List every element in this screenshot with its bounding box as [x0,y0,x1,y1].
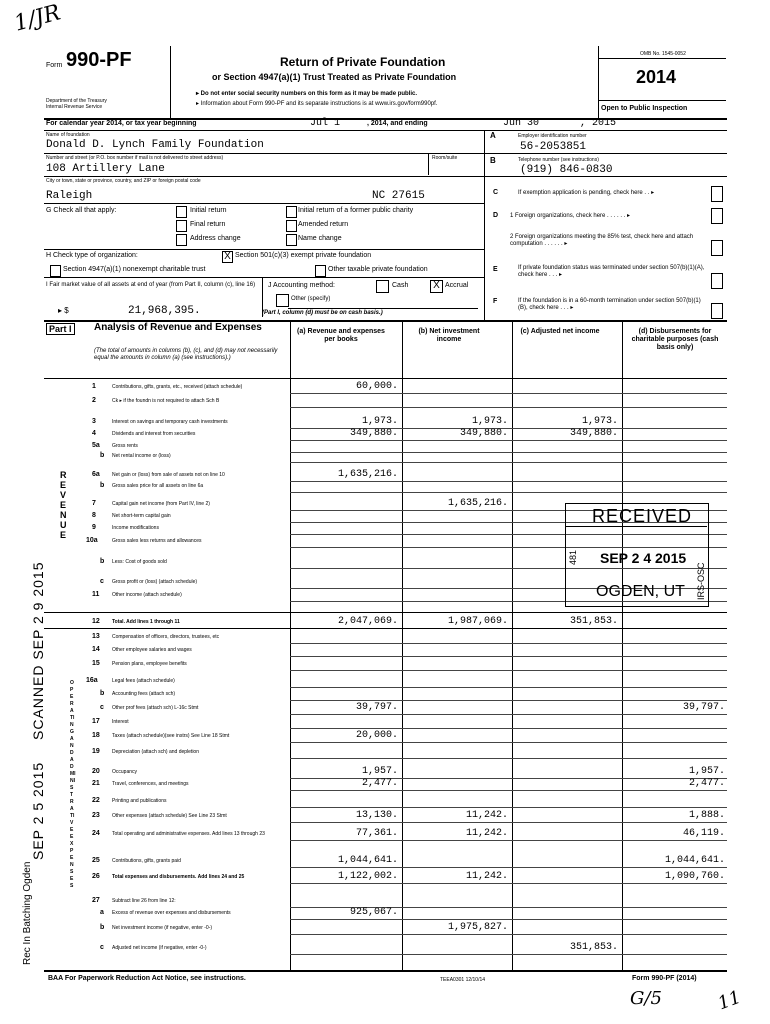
amount-col-a: 39,797. [355,702,398,713]
a-label: A [490,131,496,140]
line-label: Gross sales less returns and allowances [112,538,202,544]
line-label: Contributions, gifts, grants paid [112,858,181,864]
line-label: Net rental income or (loss) [112,453,171,459]
form-code: TEEA0301 12/10/14 [440,977,486,983]
col-d-header: (d) Disbursements for charitable purposes (cash basis only) [631,328,719,351]
amount-col-b: 1,635,216. [447,498,508,509]
i-dollar: ▸ $ [58,306,69,315]
street-label: Number and street (or P.O. box number if mail is not delivered to street address) [46,155,224,161]
phone: (919) 846-0830 [520,164,613,176]
amount-col-a: 1,957. [361,766,398,777]
received-date: SEP 2 4 2015 [600,550,687,566]
line-label: Depreciation (attach sch) and depletion [112,749,199,755]
amount-col-a: 2,047,069. [337,616,398,627]
line-number: 20 [92,768,100,775]
line-label: Net short-term capital gain [112,513,171,519]
amount-col-b: 1,975,827. [447,922,508,933]
irs-label: Internal Revenue Service [46,104,103,110]
line-number: 5a [92,442,100,449]
line-label: Less: Cost of goods sold [112,559,167,565]
initial-former-checkbox[interactable] [286,206,297,218]
line-label: Contributions, gifts, grants, etc., received (attach schedule) [112,384,243,390]
line-number: 4 [92,430,96,437]
line-number: 19 [92,748,100,755]
line-number: 6a [92,471,100,478]
d1-checkbox[interactable] [711,208,723,224]
room-label: Room/suite [432,155,458,161]
accrual-checkbox[interactable]: X [430,280,443,293]
form-subtitle: or Section 4947(a)(1) Trust Treated as Private Foundation [212,72,457,82]
line-number: c [100,944,104,951]
amount-col-a: 1,635,216. [337,469,398,480]
scanned-stamp: SCANNED SEP 2 9 2015 [30,561,46,740]
line-label: Other employee salaries and wages [112,647,192,653]
baa-notice: BAA For Paperwork Reduction Act Notice, see instructions. [48,975,246,982]
amount-col-b: 1,987,069. [447,616,508,627]
i-label: I Fair market value of all assets at end of year (from Part II, column (c), line 16) [46,282,256,288]
line-label: Gross profit or (loss) (attach schedule) [112,579,198,585]
instruction-info: ▸ Information about Form 990-PF and its separate instructions is at www.irs.gov/form990pf. [196,101,438,107]
amount-col-c: 351,853. [569,616,618,627]
form-number: 990-PF [66,49,132,71]
line-number: 7 [92,500,96,507]
line-label: Net investment income (if negative, enter -0-) [112,925,213,931]
foundation-name: Donald D. Lynch Family Foundation [46,139,264,151]
j-label: J Accounting method: [268,282,335,289]
state-zip: NC 27615 [372,190,425,202]
amount-col-b: 349,880. [459,428,508,439]
e-checkbox[interactable] [711,273,723,289]
line-label: Gross rents [112,443,138,449]
line-label: Capital gain net income (from Part IV, line 2) [112,501,210,507]
line-label: Compensation of officers, directors, trustees, etc [112,634,220,640]
line-label: Total expenses and disbursements. Add lines 24 and 25 [112,874,245,880]
h-label: H Check type of organization: [46,252,138,259]
line-number: 3 [92,418,96,425]
line-label: Dividends and interest from securities [112,431,196,437]
amount-col-a: 2,477. [361,778,398,789]
department: Department of the Treasury [46,98,107,104]
line-label: Travel, conferences, and meetings [112,781,189,787]
amount-col-a: 1,122,002. [337,871,398,882]
line-label: Subtract line 26 from line 12: [112,898,176,904]
f-text: If the foundation is in a 60-month termination under section 507(b)(1)(B), check here . . . ▸ [518,298,701,311]
line-number: b [100,924,105,931]
expenses-side-label: OPERATING AND ADMINISTRATIVE EXPENSES [70,680,76,889]
form-title: Return of Private Foundation [280,55,446,69]
amended-return: Amended return [298,221,349,228]
line-label: Other expenses (attach schedule) See Line 23 Stmt [112,813,227,819]
other-method-label: Other (specify) [291,296,331,302]
amount-col-b: 11,242. [465,871,508,882]
amount-col-b: 11,242. [465,828,508,839]
amount-col-d: 1,044,641. [664,855,725,866]
amount-col-a: 60,000. [355,381,398,392]
phone-label: Telephone number (see instructions) [518,157,599,163]
street-address: 108 Artillery Lane [46,163,165,175]
line-number: 17 [92,718,100,725]
cash-basis-note: (Part I, column (d) must be on cash basis.) [262,310,383,316]
line-number: 27 [92,897,100,904]
line-number: 23 [92,812,100,819]
name-change-checkbox[interactable] [286,234,297,246]
received-text: RECEIVED [592,506,693,526]
amount-col-d: 2,477. [688,778,725,789]
tax-year: 2014 [636,67,677,87]
tax-year-end: Jun 30 [503,118,540,129]
part1-note: (The total of amounts in columns (b), (c), and (d) may not necessarily equal the amounts in column (a) (see instructions).) [94,348,278,361]
amount-col-d: 1,957. [688,766,725,777]
irs-osc-text: IRS-OSC [696,562,706,600]
line-number: 15 [92,660,100,667]
final-return-checkbox[interactable] [176,220,187,232]
amount-col-d: 1,888. [688,810,725,821]
city: Raleigh [46,190,93,202]
line-number: 24 [92,830,100,837]
4947-checkbox[interactable] [50,265,61,277]
c-checkbox[interactable] [711,186,723,202]
f-label: F [493,298,498,305]
cash-checkbox[interactable] [376,280,389,293]
line-number: 14 [92,646,100,653]
501c3-label: Section 501(c)(3) exempt private foundation [235,252,372,259]
line-label: Other prof fees (attach sch) L-16c Stmt [112,705,199,711]
calendar-mid: , 2014, and ending [367,120,428,127]
amount-col-a: 77,361. [355,828,398,839]
d-label: D [493,212,499,219]
part1-label: Part I [46,323,75,335]
f-checkbox[interactable] [711,303,723,319]
initial-return: Initial return [190,207,227,214]
line-label: Taxes (attach schedule)(see instrs) See Line 18 Stmt [112,733,230,739]
line-number: 9 [92,524,96,531]
amount-col-d: 1,090,760. [664,871,725,882]
amended-checkbox[interactable] [286,220,297,232]
c-label: C [493,189,499,196]
address-change: Address change [190,235,241,242]
line-number: b [100,690,105,697]
other-method-checkbox[interactable] [276,294,289,307]
line-number: 10a [86,537,98,544]
line-label: Total operating and administrative expenses. Add lines 13 through 23 [112,831,265,837]
line-label: Interest [112,719,129,725]
instruction-ssn: ▸ Do not enter social security numbers on this form as it may be made public. [196,91,418,97]
amount-col-d: 39,797. [682,702,725,713]
line-number: c [100,578,104,585]
line-number: 22 [92,797,100,804]
col-c-header: (c) Adjusted net income [520,328,600,335]
line-label: Pension plans, employee benefits [112,661,187,667]
line-label: Net gain or (loss) from sale of assets not on line 10 [112,472,225,478]
d1-text: 1 Foreign organizations, check here . . . . . . ▸ [510,213,631,219]
cash-label: Cash [392,282,409,289]
tax-year-end-year: , 2015 [580,118,617,129]
amount-col-c: 1,973. [581,416,618,427]
received-city: OGDEN, UT [596,583,685,600]
line-number: b [100,482,105,489]
col-b-header: (b) Net investment income [418,328,480,343]
amount-col-a: 925,067. [349,907,398,918]
address-change-checkbox[interactable] [176,234,187,246]
footer-form: Form 990-PF (2014) [632,975,697,982]
e-text: If private foundation status was terminated under section 507(b)(1)(A), check here . . . ▸ [518,265,705,278]
fmv-assets: 21,968,395. [128,305,201,317]
line-number: 18 [92,732,100,739]
501c3-checkbox[interactable]: X [222,251,233,263]
amount-col-a: 1,973. [361,416,398,427]
part1-title: Analysis of Revenue and Expenses [94,322,262,333]
name-label: Name of foundation [46,132,90,138]
handwritten-bottom-right: 11 [715,986,744,1015]
revenue-side-label: REVENUE [60,470,67,540]
line-number: 13 [92,633,100,640]
calendar-label: For calendar year 2014, or tax year beginning [46,120,197,127]
line-number: 1 [92,383,96,390]
line-number: a [100,909,104,916]
stamp-number: 481 [568,549,578,565]
g-label: G Check all that apply: [46,207,117,214]
4947-label: Section 4947(a)(1) nonexempt charitable trust [63,266,206,273]
amount-col-a: 20,000. [355,730,398,741]
line-label: Occupancy [112,769,138,775]
ein: 56-2053851 [520,141,587,153]
line-label: Adjusted net income (if negative, enter -0-) [112,945,207,951]
handwritten-bottom-left: G/5 [630,988,662,1009]
amount-col-a: 13,130. [355,810,398,821]
initial-return-checkbox[interactable] [176,206,187,218]
line-label: Legal fees (attach schedule) [112,678,175,684]
line-label: Printing and publications [112,798,167,804]
line-label: Interest on savings and temporary cash investments [112,419,228,425]
ein-label: Employer identification number [518,133,587,139]
line-label: Income modifications [112,525,159,531]
line-label: Total. Add lines 1 through 11 [112,619,180,625]
line-number: c [100,704,104,711]
final-return: Final return [190,221,226,228]
amount-col-a: 1,044,641. [337,855,398,866]
line-label: Accounting fees (attach sch) [112,691,176,697]
d2-checkbox[interactable] [711,240,723,256]
line-number: 2 [92,397,96,404]
col-a-header: (a) Revenue and expenses per books [297,328,385,343]
omb-number: OMB No. 1545-0052 [640,51,686,57]
b-label: B [490,156,496,165]
line-number: 8 [92,512,96,519]
scanned-date-2: SEP 2 5 2015 [30,761,46,860]
form-label: Form [46,62,63,69]
line-label: Other income (attach schedule) [112,592,182,598]
line-number: 25 [92,857,100,864]
initial-former: Initial return of a former public charity [298,207,414,214]
other-taxable-label: Other taxable private foundation [328,266,428,273]
line-number: b [100,452,105,459]
line-label: Excess of revenue over expenses and disbursements [112,910,231,916]
line-label: Ck ▸ if the foundn is not required to attach Sch B [112,398,220,404]
amount-col-a: 349,880. [349,428,398,439]
c-text: If exemption application is pending, check here . . ▸ [518,190,655,196]
line-label: Gross sales price for all assets on line 6a [112,483,204,489]
amount-col-c: 351,853. [569,942,618,953]
d2-text: 2 Foreign organizations meeting the 85% test, check here and attach computation . . . . . . ▸ [510,234,694,247]
line-number: 12 [92,618,100,625]
e-label: E [493,266,498,273]
batch-stamp: Rec In Batching Ogden [22,861,33,965]
accrual-label: Accrual [445,282,469,289]
amount-col-c: 349,880. [569,428,618,439]
amount-col-d: 46,119. [682,828,725,839]
line-number: 16a [86,677,98,684]
city-label: City or town, state or province, country, and ZIP or foreign postal code [46,178,201,184]
line-number: b [100,558,105,565]
handwritten-initials: 1/JR [11,0,64,37]
other-taxable-checkbox[interactable] [315,265,326,277]
open-inspection: Open to Public Inspection [601,105,688,112]
name-change: Name change [298,235,342,242]
line-number: 26 [92,873,100,880]
amount-col-b: 1,973. [471,416,508,427]
line-number: 11 [92,591,100,598]
line-number: 21 [92,780,100,787]
tax-year-begin: Jul 1 [310,118,341,129]
amount-col-b: 11,242. [465,810,508,821]
